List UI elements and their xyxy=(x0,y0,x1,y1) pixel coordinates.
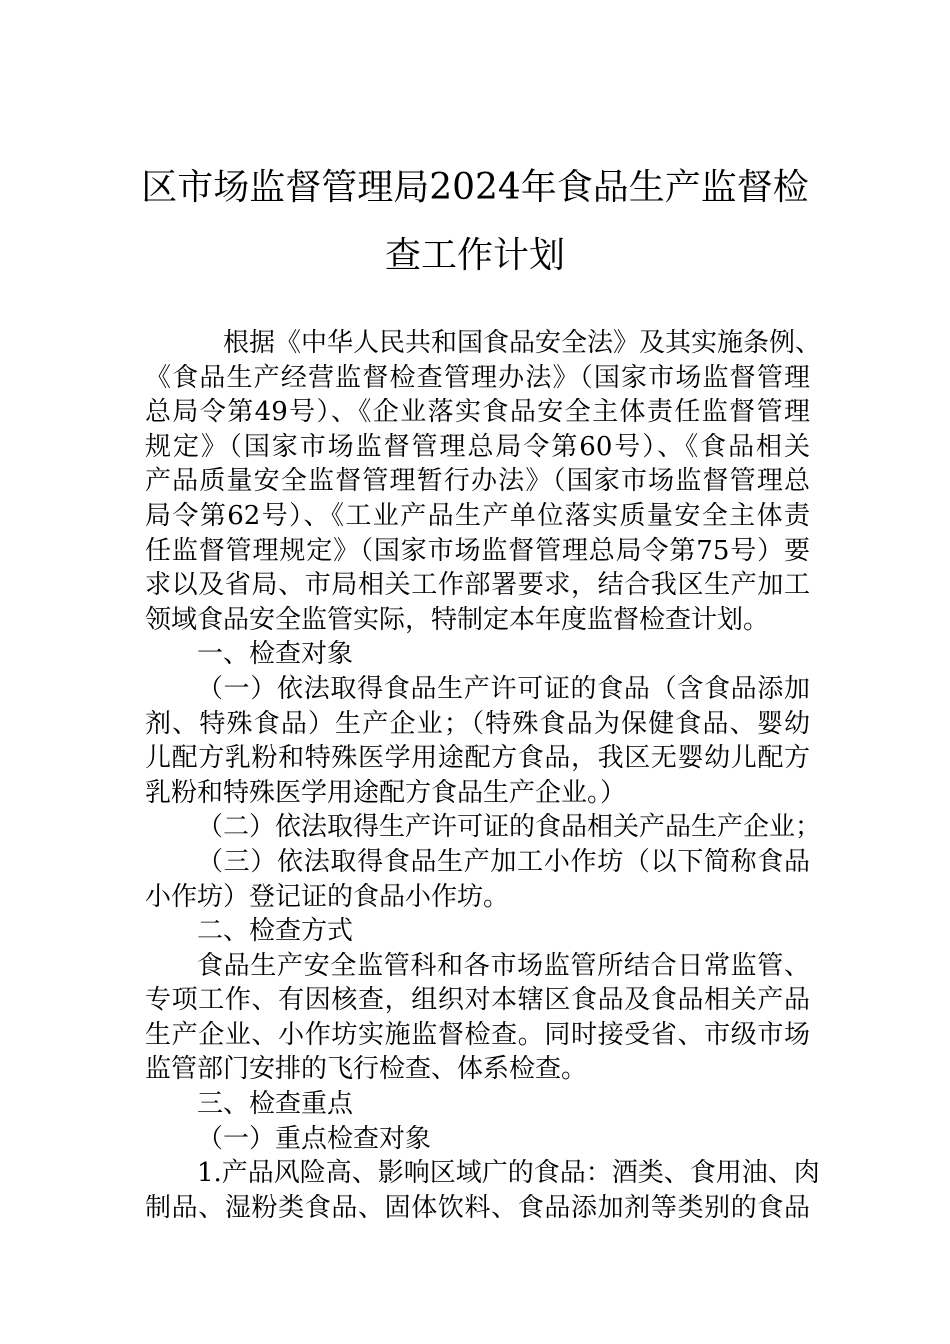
paragraph-line: 规定》（国家市场监督管理总局令第60号）、《食品相关 xyxy=(145,431,810,462)
section-heading: 一、检查对象 xyxy=(197,639,354,670)
section-heading: 三、检查重点 xyxy=(197,1089,354,1120)
paragraph-line: 《食品生产经营监督检查管理办法》（国家市场监督管理 xyxy=(145,362,810,393)
paragraph-line: 专项工作、有因核查，组织对本辖区食品及食品相关产品 xyxy=(145,985,810,1016)
paragraph-line: 总局令第49号）、《企业落实食品安全主体责任监督管理 xyxy=(145,397,810,428)
paragraph-line: 监管部门安排的飞行检查、体系检查。 xyxy=(145,1054,588,1085)
paragraph-line: 根据《中华人民共和国食品安全法》及其实施条例、 xyxy=(223,328,822,358)
document-title-line-1: 区市场监督管理局2024年食品生产监督检 xyxy=(141,167,809,208)
section-heading: 二、检查方式 xyxy=(197,916,354,947)
paragraph-line: 生产企业、小作坊实施监督检查。同时接受省、市级市场 xyxy=(145,1019,810,1050)
document-body xyxy=(145,326,822,1225)
paragraph-line: 乳粉和特殊医学用途配方食品生产企业。） xyxy=(145,777,627,808)
paragraph-line: 剂、特殊食品）生产企业；（特殊食品为保健食品、婴幼 xyxy=(145,708,810,739)
paragraph-line: （三）依法取得食品生产加工小作坊（以下简称食品 xyxy=(197,846,810,877)
paragraph-line: 儿配方乳粉和特殊医学用途配方食品，我区无婴幼儿配方 xyxy=(145,743,810,774)
paragraph-line: 食品生产安全监管科和各市场监管所结合日常监管、 xyxy=(197,950,810,981)
paragraph-line: （一）依法取得食品生产许可证的食品（含食品添加 xyxy=(197,673,810,704)
paragraph-line: 1.产品风险高、影响区域广的食品：酒类、食用油、肉 xyxy=(197,1158,820,1189)
paragraph-line: 求以及省局、市局相关工作部署要求，结合我区生产加工 xyxy=(145,570,810,601)
subsection-heading: （一）重点检查对象 xyxy=(197,1123,432,1154)
document-title-line-2: 查工作计划 xyxy=(384,235,565,276)
paragraph-line: 制品、湿粉类食品、固体饮料、食品添加剂等类别的食品 xyxy=(145,1192,810,1223)
paragraph-line: 小作坊）登记证的食品小作坊。 xyxy=(145,881,510,912)
paragraph-line: 局令第62号）、《工业产品生产单位落实质量安全主体责 xyxy=(145,500,810,531)
paragraph-line: （二）依法取得生产许可证的食品相关产品生产企业； xyxy=(197,812,822,843)
paragraph-line: 产品质量安全监督管理暂行办法》（国家市场监督管理总 xyxy=(145,466,810,497)
paragraph-line: 领域食品安全监管实际，特制定本年度监督检查计划。 xyxy=(145,604,770,635)
paragraph-line: 任监督管理规定》（国家市场监督管理总局令第75号）要 xyxy=(145,535,810,566)
